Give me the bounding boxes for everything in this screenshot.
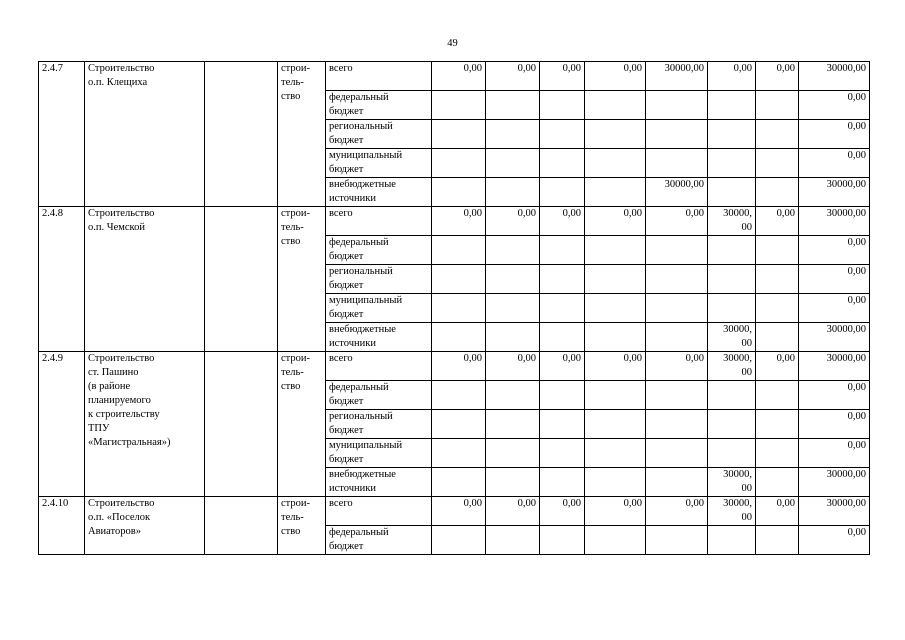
value-cell <box>646 381 708 410</box>
page-number: 49 <box>447 38 458 49</box>
value-cell: 0,00 <box>756 352 799 381</box>
value-cell <box>486 149 540 178</box>
value-cell <box>540 120 585 149</box>
work-type: строи- тель- ство <box>278 352 326 497</box>
value-cell: 30000, 00 <box>708 468 756 497</box>
value-cell: 0,00 <box>756 62 799 91</box>
value-cell <box>432 91 486 120</box>
value-cell <box>486 265 540 294</box>
value-cell <box>646 468 708 497</box>
value-cell <box>540 178 585 207</box>
value-cell <box>756 381 799 410</box>
value-cell <box>486 120 540 149</box>
value-cell: 30000,00 <box>799 468 870 497</box>
value-cell <box>646 439 708 468</box>
value-cell: 0,00 <box>540 497 585 526</box>
responsible-cell <box>205 207 278 352</box>
value-cell <box>486 178 540 207</box>
value-cell <box>432 120 486 149</box>
value-cell <box>540 468 585 497</box>
value-cell <box>585 120 646 149</box>
value-cell <box>486 526 540 555</box>
funding-source: всего <box>326 207 432 236</box>
value-cell <box>432 149 486 178</box>
value-cell <box>585 381 646 410</box>
item-name: Строительство о.п. Клещиха <box>85 62 205 207</box>
value-cell <box>585 236 646 265</box>
funding-source: внебюджетные источники <box>326 178 432 207</box>
value-cell <box>432 323 486 352</box>
value-cell <box>585 178 646 207</box>
value-cell <box>432 410 486 439</box>
value-cell <box>646 410 708 439</box>
value-cell: 0,00 <box>486 497 540 526</box>
value-cell <box>540 265 585 294</box>
value-cell: 0,00 <box>540 352 585 381</box>
value-cell <box>585 468 646 497</box>
value-cell: 0,00 <box>486 352 540 381</box>
funding-source: муниципальный бюджет <box>326 439 432 468</box>
work-type: строи- тель- ство <box>278 62 326 207</box>
value-cell <box>540 91 585 120</box>
value-cell: 0,00 <box>799 120 870 149</box>
value-cell <box>432 468 486 497</box>
value-cell <box>486 236 540 265</box>
value-cell <box>756 91 799 120</box>
value-cell <box>756 468 799 497</box>
value-cell: 0,00 <box>585 497 646 526</box>
value-cell: 30000,00 <box>799 62 870 91</box>
value-cell: 30000,00 <box>646 62 708 91</box>
value-cell: 0,00 <box>486 207 540 236</box>
value-cell <box>585 294 646 323</box>
value-cell: 0,00 <box>799 410 870 439</box>
work-type: строи- тель- ство <box>278 207 326 352</box>
item-code: 2.4.8 <box>39 207 85 352</box>
item-name: Строительство о.п. «Поселок Авиаторов» <box>85 497 205 555</box>
value-cell: 0,00 <box>585 352 646 381</box>
value-cell <box>756 323 799 352</box>
value-cell <box>756 120 799 149</box>
funding-source: всего <box>326 62 432 91</box>
value-cell <box>432 178 486 207</box>
value-cell <box>708 236 756 265</box>
value-cell: 30000,00 <box>799 497 870 526</box>
item-name: Строительство ст. Пашино (в районе планируемого к строительству ТПУ «Магистральная») <box>85 352 205 497</box>
value-cell <box>756 236 799 265</box>
value-cell <box>708 178 756 207</box>
work-type: строи- тель- ство <box>278 497 326 555</box>
budget-table <box>38 61 870 555</box>
value-cell: 0,00 <box>756 497 799 526</box>
value-cell <box>756 178 799 207</box>
value-cell <box>540 149 585 178</box>
value-cell <box>540 526 585 555</box>
value-cell <box>432 294 486 323</box>
value-cell <box>486 439 540 468</box>
value-cell <box>540 381 585 410</box>
table-row <box>39 352 870 381</box>
value-cell <box>646 265 708 294</box>
funding-source: федеральный бюджет <box>326 236 432 265</box>
value-cell: 30000, 00 <box>708 323 756 352</box>
table-row <box>39 207 870 236</box>
value-cell: 0,00 <box>799 526 870 555</box>
value-cell <box>432 381 486 410</box>
table-row <box>39 62 870 91</box>
value-cell: 30000, 00 <box>708 497 756 526</box>
value-cell <box>486 410 540 439</box>
value-cell: 0,00 <box>799 265 870 294</box>
value-cell <box>585 323 646 352</box>
value-cell <box>646 120 708 149</box>
value-cell: 30000,00 <box>799 323 870 352</box>
value-cell: 0,00 <box>799 294 870 323</box>
value-cell <box>540 294 585 323</box>
value-cell: 0,00 <box>585 207 646 236</box>
value-cell <box>708 410 756 439</box>
funding-source: региональный бюджет <box>326 120 432 149</box>
value-cell <box>646 149 708 178</box>
value-cell: 0,00 <box>799 149 870 178</box>
value-cell: 30000,00 <box>799 352 870 381</box>
value-cell <box>756 265 799 294</box>
value-cell: 0,00 <box>799 439 870 468</box>
value-cell <box>756 410 799 439</box>
value-cell: 30000,00 <box>799 207 870 236</box>
funding-source: региональный бюджет <box>326 410 432 439</box>
value-cell <box>708 120 756 149</box>
value-cell <box>585 410 646 439</box>
value-cell: 0,00 <box>486 62 540 91</box>
value-cell <box>540 236 585 265</box>
value-cell <box>646 236 708 265</box>
funding-source: всего <box>326 497 432 526</box>
value-cell <box>585 265 646 294</box>
funding-source: муниципальный бюджет <box>326 149 432 178</box>
value-cell <box>432 526 486 555</box>
value-cell: 30000, 00 <box>708 207 756 236</box>
value-cell: 30000,00 <box>799 178 870 207</box>
funding-source: внебюджетные источники <box>326 323 432 352</box>
value-cell: 0,00 <box>540 207 585 236</box>
value-cell <box>432 439 486 468</box>
value-cell: 0,00 <box>432 352 486 381</box>
value-cell: 0,00 <box>432 62 486 91</box>
value-cell <box>585 439 646 468</box>
responsible-cell <box>205 352 278 497</box>
value-cell: 0,00 <box>708 62 756 91</box>
table-row <box>39 497 870 526</box>
value-cell <box>486 323 540 352</box>
item-name: Строительство о.п. Чемской <box>85 207 205 352</box>
value-cell: 30000,00 <box>646 178 708 207</box>
value-cell: 0,00 <box>540 62 585 91</box>
value-cell <box>708 149 756 178</box>
value-cell <box>486 294 540 323</box>
value-cell: 0,00 <box>799 91 870 120</box>
item-code: 2.4.9 <box>39 352 85 497</box>
item-code: 2.4.10 <box>39 497 85 555</box>
value-cell <box>756 294 799 323</box>
funding-source: федеральный бюджет <box>326 381 432 410</box>
value-cell <box>432 236 486 265</box>
value-cell <box>708 439 756 468</box>
value-cell <box>646 323 708 352</box>
funding-source: федеральный бюджет <box>326 91 432 120</box>
funding-source: муниципальный бюджет <box>326 294 432 323</box>
item-code: 2.4.7 <box>39 62 85 207</box>
value-cell: 30000, 00 <box>708 352 756 381</box>
value-cell: 0,00 <box>646 352 708 381</box>
value-cell <box>756 526 799 555</box>
value-cell: 0,00 <box>646 497 708 526</box>
responsible-cell <box>205 62 278 207</box>
funding-source: всего <box>326 352 432 381</box>
value-cell: 0,00 <box>799 381 870 410</box>
value-cell <box>540 410 585 439</box>
responsible-cell <box>205 497 278 555</box>
value-cell: 0,00 <box>432 497 486 526</box>
value-cell <box>540 323 585 352</box>
value-cell <box>646 294 708 323</box>
value-cell: 0,00 <box>432 207 486 236</box>
value-cell <box>585 91 646 120</box>
value-cell <box>756 149 799 178</box>
value-cell: 0,00 <box>756 207 799 236</box>
value-cell: 0,00 <box>799 236 870 265</box>
value-cell <box>708 381 756 410</box>
value-cell <box>486 91 540 120</box>
value-cell <box>486 468 540 497</box>
value-cell <box>486 381 540 410</box>
value-cell <box>646 91 708 120</box>
value-cell <box>756 439 799 468</box>
value-cell <box>540 439 585 468</box>
value-cell <box>708 294 756 323</box>
value-cell <box>708 265 756 294</box>
value-cell <box>585 526 646 555</box>
value-cell <box>708 526 756 555</box>
value-cell <box>708 91 756 120</box>
value-cell <box>646 526 708 555</box>
value-cell: 0,00 <box>646 207 708 236</box>
value-cell <box>585 149 646 178</box>
funding-source: внебюджетные источники <box>326 468 432 497</box>
funding-source: федеральный бюджет <box>326 526 432 555</box>
value-cell: 0,00 <box>585 62 646 91</box>
value-cell <box>432 265 486 294</box>
funding-source: региональный бюджет <box>326 265 432 294</box>
